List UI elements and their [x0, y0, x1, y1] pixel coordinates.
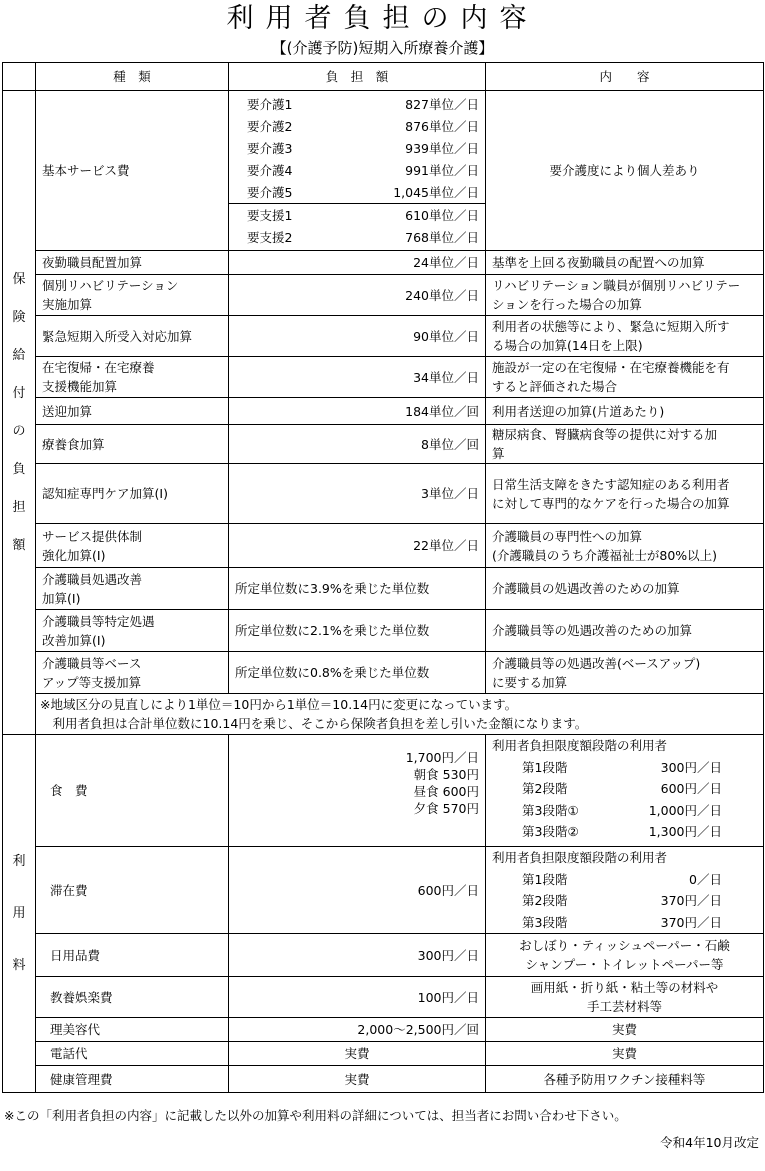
- basic-service-name: 基本サービス費: [36, 91, 229, 251]
- food-amount-line: 朝食 530円: [413, 767, 479, 782]
- section-usage: [3, 735, 36, 1093]
- addition-content-line: すると評価された場合: [492, 379, 618, 394]
- care-level-value: 939単位／日: [405, 140, 479, 156]
- table-header-row: [3, 63, 764, 91]
- section-char: 負: [12, 461, 26, 477]
- addition-content-line: る場合の加算(14日を上限): [492, 338, 643, 353]
- addition-amount: 所定単位数に3.9%を乗じた単位数: [229, 568, 486, 610]
- stay-stage-row: [492, 869, 757, 891]
- addition-name-line: アップ等支援加算: [42, 674, 142, 690]
- stage-value: 600円／日: [660, 781, 722, 796]
- addition-content-line: 利用者の状態等により、緊急に短期入所す: [492, 319, 730, 334]
- page-title: 利用者負担の内容: [226, 3, 539, 34]
- basic-service-content: 要介護度により個人差あり: [486, 91, 764, 251]
- usage-fee-content: [486, 1066, 764, 1093]
- addition-name: [36, 464, 229, 524]
- stage-value: 1,000円／日: [648, 802, 722, 818]
- care-level-row: [229, 115, 485, 137]
- stage-label: 第2段階: [522, 893, 568, 908]
- addition-amount: 8単位／回: [229, 425, 486, 464]
- addition-amount: 所定単位数に0.8%を乗じた単位数: [229, 652, 486, 694]
- addition-name-line: 在宅復帰・在宅療養: [42, 360, 155, 375]
- support-level-value: 768単位／日: [405, 229, 479, 245]
- addition-amount: 184単位／回: [229, 398, 486, 425]
- addition-amount: 34単位／日: [229, 357, 486, 398]
- stage-label: 第3段階①: [522, 802, 579, 818]
- stage-label: 第3段階: [522, 914, 568, 930]
- usage-fee-name: 電話代: [36, 1042, 229, 1066]
- addition-content-line: 基準を上回る夜勤職員の配置への加算: [492, 255, 705, 270]
- header-corner: [3, 63, 36, 91]
- care-level-value: 991単位／日: [405, 162, 479, 178]
- food-amount-line: 夕食 570円: [413, 801, 479, 816]
- usage-fee-name: 健康管理費: [36, 1066, 229, 1093]
- stay-stage-heading: 利用者負担限度額段階の利用者: [492, 850, 668, 865]
- usage-fee-content: [486, 977, 764, 1018]
- stage-value: 370円／日: [660, 893, 722, 908]
- stage-label: 第1段階: [522, 759, 568, 775]
- row-stay: [3, 847, 764, 934]
- food-stage-row: [492, 778, 757, 800]
- section-char: 保: [12, 271, 26, 287]
- addition-name-line: 送迎加算: [42, 403, 93, 419]
- food-name: 食 費: [36, 735, 229, 847]
- stay-stage-row: [492, 890, 757, 912]
- addition-name: [36, 251, 229, 275]
- care-level-value: 876単位／日: [405, 118, 479, 134]
- addition-name-line: 夜勤職員配置加算: [42, 255, 143, 270]
- addition-name: [36, 652, 229, 694]
- addition-content-line: (介護職員のうち介護福祉士が80%以上): [492, 547, 718, 563]
- addition-content: [486, 251, 764, 275]
- addition-content-line: 利用者送迎の加算(片道あたり): [492, 403, 665, 419]
- section-char: 料: [12, 957, 26, 973]
- food-stage-row: [492, 821, 757, 843]
- stage-value: 0／日: [689, 871, 722, 887]
- usage-fee-content-line: 実費: [611, 1022, 637, 1037]
- section-char: 給: [12, 347, 26, 363]
- usage-fee-content: [486, 934, 764, 977]
- addition-content-line: 算: [492, 446, 505, 461]
- stage-value: 1,300円／日: [648, 824, 722, 839]
- usage-fee-content-line: 実費: [611, 1046, 637, 1061]
- addition-content-line: 日常生活支障をきたす認知症のある利用者: [492, 476, 730, 492]
- care-level-value: 827単位／日: [405, 96, 479, 112]
- header-type: 種 類: [36, 63, 229, 91]
- addition-content-line: リハビリテーション職員が個別リハビリテー: [492, 278, 741, 293]
- row-addition: [3, 610, 764, 652]
- addition-name-line: 実施加算: [42, 297, 93, 312]
- food-amounts: [229, 735, 486, 847]
- row-usage-fee: [3, 1042, 764, 1066]
- header-content: 内 容: [486, 63, 764, 91]
- section-insurance: [3, 91, 36, 735]
- addition-name-line: 加算(Ⅰ): [42, 590, 81, 606]
- addition-content-line: ションを行った場合の加算: [492, 297, 642, 312]
- addition-content-line: に要する加算: [492, 674, 568, 690]
- care-level-label: 要介護4: [247, 162, 293, 178]
- usage-fee-content-line: おしぼり・ティッシュペーパー・石鹸: [519, 938, 730, 953]
- usage-fee-amount: 300円／日: [229, 934, 486, 977]
- row-addition: [3, 251, 764, 275]
- addition-content-line: 介護職員の処遇改善のための加算: [492, 581, 680, 596]
- food-stage-row: [492, 757, 757, 779]
- support-level-row: [229, 203, 485, 226]
- addition-content: [486, 316, 764, 357]
- section-char: 険: [12, 309, 26, 325]
- row-addition: [3, 275, 764, 316]
- addition-content: [486, 464, 764, 524]
- care-level-label: 要介護5: [247, 184, 293, 200]
- addition-name-line: 介護職員等ベース: [42, 655, 142, 671]
- header-amount: 負 担 額: [229, 63, 486, 91]
- usage-fee-name: 教養娯楽費: [36, 977, 229, 1018]
- addition-name-line: 緊急短期入所受入対応加算: [42, 328, 193, 344]
- addition-name: [36, 398, 229, 425]
- addition-content: [486, 524, 764, 568]
- row-addition: [3, 652, 764, 694]
- usage-fee-content: [486, 1042, 764, 1066]
- row-addition: [3, 524, 764, 568]
- usage-fee-content: [486, 1018, 764, 1042]
- usage-fee-content-line: シャンプー・トイレットペーパー等: [525, 957, 724, 972]
- stage-label: 第1段階: [522, 871, 568, 887]
- support-level-row: [229, 226, 485, 248]
- support-level-label: 要支援2: [247, 229, 293, 245]
- addition-name: [36, 316, 229, 357]
- addition-name-line: 介護職員等特定処遇: [42, 613, 155, 629]
- stage-label: 第2段階: [522, 781, 568, 796]
- food-stage-heading: 利用者負担限度額段階の利用者: [492, 738, 668, 753]
- addition-content: [486, 425, 764, 464]
- support-level-value: 610単位／日: [405, 207, 479, 223]
- care-level-row: [229, 93, 485, 115]
- usage-fee-name: 理美容代: [36, 1018, 229, 1042]
- addition-amount: 3単位／日: [229, 464, 486, 524]
- addition-name: [36, 425, 229, 464]
- care-level-label: 要介護3: [247, 140, 293, 156]
- section-char: 額: [12, 537, 26, 553]
- row-addition: [3, 357, 764, 398]
- usage-fee-content-line: 各種予防用ワクチン接種料等: [543, 1071, 706, 1087]
- addition-amount: 240単位／日: [229, 275, 486, 316]
- region-note-line: 利用者負担は合計単位数に10.14円を乗じ、そこから保険者負担を差し引いた金額になります。: [40, 716, 588, 731]
- addition-content: [486, 568, 764, 610]
- row-basic-service: [3, 91, 764, 251]
- addition-content: [486, 610, 764, 652]
- addition-amount: 24単位／日: [229, 251, 486, 275]
- addition-content-line: 介護職員等の処遇改善(ベースアップ): [492, 655, 701, 671]
- stage-value: 300円／日: [660, 759, 722, 775]
- section-char: の: [12, 423, 26, 439]
- addition-content-line: 糖尿病食、腎臓病食等の提供に対する加: [492, 427, 718, 442]
- basic-service-amounts: [229, 91, 486, 251]
- stay-stages: [486, 847, 764, 934]
- stage-value: 370円／日: [660, 914, 722, 930]
- stay-stage-row: [492, 912, 757, 934]
- addition-content-line: 施設が一定の在宅復帰・在宅療養機能を有: [492, 360, 730, 375]
- addition-name-line: 支援機能加算: [42, 379, 118, 394]
- care-level-label: 要介護2: [247, 118, 293, 134]
- section-char: 用: [12, 905, 26, 921]
- row-addition: [3, 568, 764, 610]
- section-char: 付: [12, 385, 26, 401]
- row-addition: [3, 316, 764, 357]
- usage-fee-content-line: 画用紙・折り紙・粘土等の材料や: [530, 980, 719, 995]
- food-amount-line: 1,700円／日: [405, 750, 479, 765]
- section-char: 担: [12, 499, 26, 515]
- row-addition: [3, 464, 764, 524]
- fee-table: [2, 62, 764, 1093]
- usage-fee-content-line: 手工芸材料等: [586, 999, 662, 1014]
- food-stages: [486, 735, 764, 847]
- stage-label: 第3段階②: [522, 824, 579, 839]
- row-food: [3, 735, 764, 847]
- addition-name-line: 療養食加算: [42, 436, 105, 452]
- row-usage-fee: [3, 1018, 764, 1042]
- region-note: [36, 694, 764, 735]
- addition-amount: 所定単位数に2.1%を乗じた単位数: [229, 610, 486, 652]
- addition-name-line: 強化加算(Ⅰ): [42, 547, 106, 563]
- page-subtitle: 【(介護予防)短期入所療養介護】: [271, 39, 494, 57]
- care-level-value: 1,045単位／日: [393, 184, 479, 200]
- usage-fee-amount: 100円／日: [229, 977, 486, 1018]
- addition-name-line: 介護職員処遇改善: [42, 571, 143, 587]
- support-level-label: 要支援1: [247, 207, 293, 223]
- addition-content: [486, 357, 764, 398]
- addition-name: [36, 275, 229, 316]
- row-region-note: [3, 694, 764, 735]
- addition-name-line: サービス提供体制: [42, 528, 143, 544]
- addition-content: [486, 275, 764, 316]
- row-usage-fee: [3, 977, 764, 1018]
- addition-name-line: 認知症専門ケア加算(Ⅰ): [42, 486, 168, 501]
- addition-name: [36, 524, 229, 568]
- addition-content-line: 介護職員の専門性への加算: [492, 528, 643, 544]
- section-char: 利: [12, 853, 26, 869]
- row-addition: [3, 398, 764, 425]
- row-usage-fee: [3, 934, 764, 977]
- row-usage-fee: [3, 1066, 764, 1093]
- usage-fee-name: 日用品費: [36, 934, 229, 977]
- addition-name: [36, 357, 229, 398]
- addition-name-line: 個別リハビリテーション: [42, 278, 179, 293]
- region-note-line: ※地域区分の見直しにより1単位＝10円から1単位＝10.14円に変更になっています。: [40, 697, 518, 712]
- care-level-row: [229, 181, 485, 203]
- stay-amount: 600円／日: [229, 847, 486, 934]
- row-addition: [3, 425, 764, 464]
- food-stage-row: [492, 800, 757, 822]
- footnote: ※この「利用者負担の内容」に記載した以外の加算や利用料の詳細については、担当者にお問い合わせ下さい。: [4, 1108, 627, 1123]
- usage-fee-amount: 2,000～2,500円／回: [229, 1018, 486, 1042]
- addition-content: [486, 398, 764, 425]
- care-level-row: [229, 137, 485, 159]
- care-level-label: 要介護1: [247, 96, 293, 112]
- addition-content-line: 介護職員等の処遇改善のための加算: [492, 623, 693, 638]
- addition-amount: 22単位／日: [229, 524, 486, 568]
- addition-name-line: 改善加算(Ⅰ): [42, 632, 106, 648]
- addition-name: [36, 610, 229, 652]
- usage-fee-amount: 実費: [229, 1042, 486, 1066]
- addition-name: [36, 568, 229, 610]
- addition-content-line: に対して専門的なケアを行った場合の加算: [492, 495, 730, 511]
- revision-date: 令和4年10月改定: [660, 1135, 759, 1150]
- usage-fee-amount: 実費: [229, 1066, 486, 1093]
- addition-content: [486, 652, 764, 694]
- care-level-row: [229, 159, 485, 181]
- food-amount-line: 昼食 600円: [413, 784, 479, 799]
- addition-amount: 90単位／日: [229, 316, 486, 357]
- stay-name: 滞在費: [36, 847, 229, 934]
